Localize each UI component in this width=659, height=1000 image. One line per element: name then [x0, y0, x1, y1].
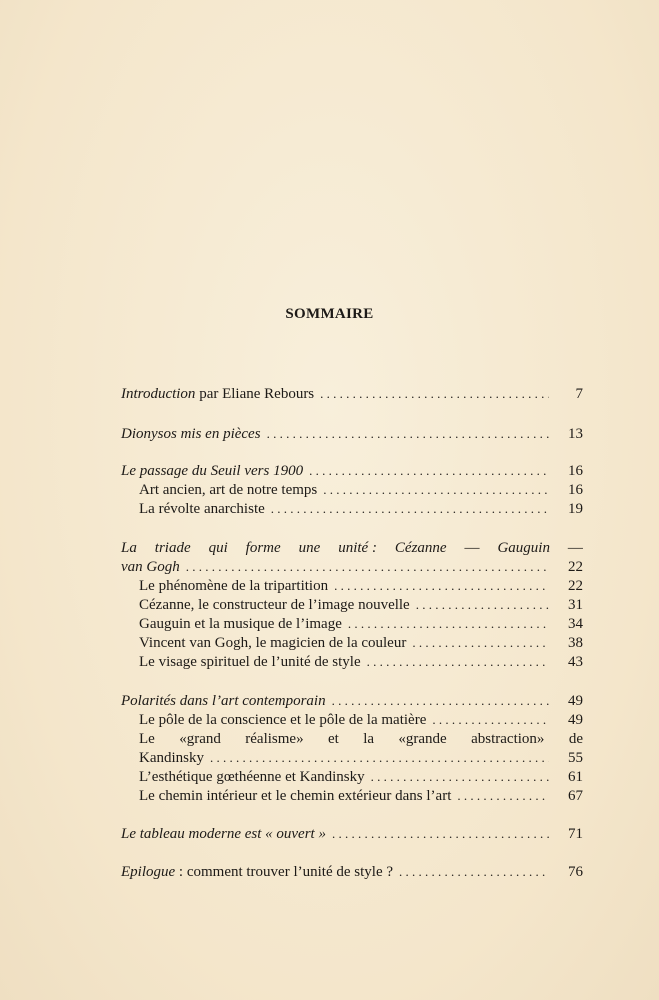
page-title: SOMMAIRE — [285, 306, 374, 322]
page-number: 7 — [575, 386, 583, 402]
dot-leader — [271, 499, 549, 519]
entry-label: Kandinsky — [139, 750, 204, 766]
toc-subentry-gauguin[interactable] — [139, 614, 583, 634]
entry-label: Art ancien, art de notre temps — [139, 482, 318, 498]
word: «grande — [398, 731, 447, 747]
dot-leader — [348, 614, 549, 634]
page-number: 34 — [568, 616, 583, 632]
entry-label: Le phénomène de la tripartition — [139, 578, 329, 594]
entry-label: Gauguin et la musique de l’image — [139, 616, 342, 632]
word: Cézanne — [394, 540, 447, 556]
dot-leader — [371, 767, 549, 787]
entry-label: : comment trouver l’unité de style ? — [175, 864, 394, 880]
toc-subentry-vangogh[interactable] — [139, 633, 583, 653]
dot-leader — [323, 480, 549, 500]
entry-label: La révolte anarchiste — [139, 501, 265, 517]
toc-entry-triade-line2[interactable] — [121, 557, 583, 577]
toc-subentry-grand-realisme-line1[interactable] — [139, 729, 583, 749]
word: — — [567, 540, 583, 556]
entry-label: Le visage spirituel de l’unité de style — [139, 654, 361, 670]
word: qui — [208, 540, 228, 556]
entry-label-italic: Le passage du Seuil vers 1900 — [121, 463, 304, 479]
toc-subentry-tripartition[interactable] — [139, 576, 583, 596]
dot-leader — [334, 576, 549, 596]
dot-leader — [367, 652, 549, 672]
word: abstraction» — [471, 731, 545, 747]
word: Le — [139, 731, 155, 747]
page-number: 22 — [568, 559, 583, 575]
toc-subentry-cezanne[interactable] — [139, 595, 583, 615]
dot-leader — [412, 633, 549, 653]
page-number: 22 — [568, 578, 583, 594]
word: «grand — [179, 731, 221, 747]
toc-subentry-grand-realisme-line2[interactable] — [139, 748, 583, 768]
page-number: 16 — [568, 463, 583, 479]
page-number: 67 — [568, 788, 583, 804]
entry-label-italic: Epilogue — [121, 864, 176, 880]
toc-entry-polarites[interactable] — [121, 691, 583, 711]
word: Gauguin — [497, 540, 550, 556]
dot-leader — [332, 824, 549, 844]
entry-label: L’esthétique gœthéenne et Kandinsky — [139, 769, 365, 785]
word: et — [327, 731, 339, 747]
page-number: 61 — [568, 769, 583, 785]
entry-label-italic: Polarités dans l’art contemporain — [121, 693, 326, 709]
dot-leader — [267, 424, 549, 444]
dot-leader — [416, 595, 549, 615]
page-number: 71 — [568, 826, 583, 842]
toc-entry-tableau-moderne[interactable] — [121, 824, 583, 844]
word: unité : — [338, 540, 377, 556]
entry-label: par Eliane Rebours — [195, 386, 315, 402]
dot-leader — [186, 557, 549, 577]
toc-subentry-visage[interactable] — [139, 652, 583, 672]
word: forme — [245, 540, 281, 556]
entry-label: Cézanne, le constructeur de l’image nouvelle — [139, 597, 410, 613]
toc-entry-triade-line1[interactable] — [121, 538, 583, 558]
toc-entry-epilogue[interactable] — [121, 862, 583, 882]
entry-label-italic: Introduction — [121, 386, 196, 402]
dot-leader — [399, 862, 549, 882]
page-number: 19 — [568, 501, 583, 517]
page-number: 49 — [568, 693, 583, 709]
word: La — [121, 540, 137, 556]
word: réalisme» — [245, 731, 304, 747]
toc-subentry-revolte[interactable] — [139, 499, 583, 519]
word: la — [363, 731, 375, 747]
entry-label-italic: Dionysos mis en pièces — [121, 426, 261, 442]
page-number: 38 — [568, 635, 583, 651]
page-number: 16 — [568, 482, 583, 498]
toc-entry-passage-du-seuil[interactable] — [121, 461, 583, 481]
toc-subentry-esthetique[interactable] — [139, 767, 583, 787]
page-number: 49 — [568, 712, 583, 728]
dot-leader — [332, 691, 549, 711]
dot-leader — [210, 748, 549, 768]
entry-label-italic: van Gogh — [121, 559, 180, 575]
word: de — [568, 731, 583, 747]
entry-label: Vincent van Gogh, le magicien de la couleur — [139, 635, 407, 651]
dot-leader — [432, 710, 549, 730]
page-number: 76 — [568, 864, 583, 880]
toc-subentry-chemin[interactable] — [139, 786, 583, 806]
word: triade — [154, 540, 191, 556]
entry-label-italic: Le tableau moderne est « ouvert » — [121, 826, 326, 842]
page-number: 55 — [568, 750, 583, 766]
dot-leader — [320, 384, 549, 404]
word: une — [298, 540, 321, 556]
page-number: 31 — [568, 597, 583, 613]
toc-entry-dionysos[interactable] — [121, 424, 583, 444]
dot-leader — [309, 461, 549, 481]
entry-label: Le pôle de la conscience et le pôle de la matière — [139, 712, 427, 728]
dot-leader — [457, 786, 549, 806]
page-number: 43 — [568, 654, 583, 670]
toc-subentry-pole[interactable] — [139, 710, 583, 730]
page-number: 13 — [568, 426, 583, 442]
entry-label: Le chemin intérieur et le chemin extérieur dans l’art — [139, 788, 452, 804]
toc-subentry-art-ancien[interactable] — [139, 480, 583, 500]
word: — — [464, 540, 480, 556]
toc-entry-introduction[interactable] — [121, 384, 583, 404]
